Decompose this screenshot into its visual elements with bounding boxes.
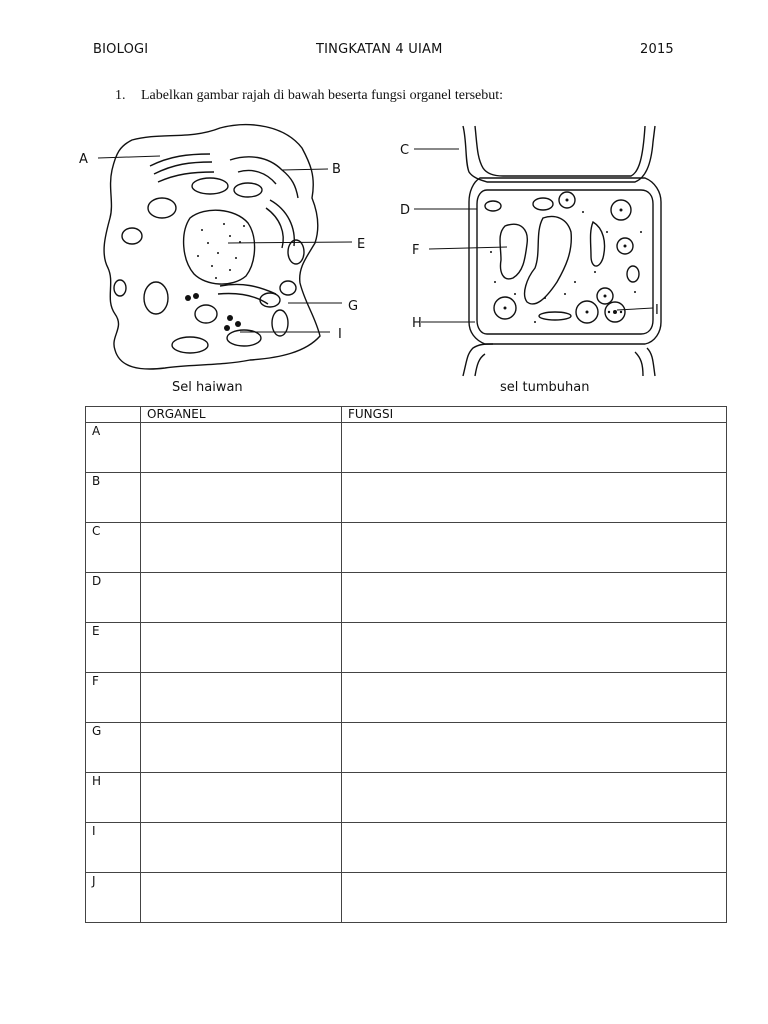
organel-answer-cell[interactable] [141, 823, 342, 873]
label-h: H [412, 316, 422, 331]
label-f: F [412, 243, 420, 258]
label-b: B [332, 162, 341, 177]
row-label: A [86, 423, 141, 473]
header-label-col [86, 407, 141, 423]
table-row [86, 823, 727, 873]
question-1 [115, 88, 503, 104]
table-row [86, 673, 727, 723]
fungsi-answer-cell[interactable] [342, 523, 727, 573]
fungsi-answer-cell[interactable] [342, 573, 727, 623]
fungsi-answer-cell[interactable] [342, 623, 727, 673]
row-label: F [86, 673, 141, 723]
row-label: C [86, 523, 141, 573]
table-row [86, 473, 727, 523]
nucleus-plant [500, 224, 527, 279]
organel-answer-cell[interactable] [141, 473, 342, 523]
table-header-row [86, 407, 727, 423]
header-year: 2015 [640, 42, 674, 57]
row-label: D [86, 573, 141, 623]
label-c: C [400, 143, 410, 158]
organel-answer-cell[interactable] [141, 573, 342, 623]
plant-cell-diagram [395, 122, 665, 380]
vacuole [525, 217, 572, 304]
organel-answer-cell[interactable] [141, 773, 342, 823]
row-label: G [86, 723, 141, 773]
header-organel: ORGANEL [141, 407, 342, 423]
question-text: Labelkan gambar rajah di bawah beserta fungsi organel tersebut: [141, 88, 504, 103]
fungsi-answer-cell[interactable] [342, 873, 727, 923]
row-label: J [86, 873, 141, 923]
header-subject: BIOLOGI [93, 42, 149, 57]
organel-answer-cell[interactable] [141, 623, 342, 673]
animal-cell-diagram [70, 118, 370, 383]
row-label: B [86, 473, 141, 523]
table-row [86, 573, 727, 623]
organel-answer-cell[interactable] [141, 423, 342, 473]
row-label: E [86, 623, 141, 673]
fungsi-answer-cell[interactable] [342, 423, 727, 473]
header-fungsi: FUNGSI [342, 407, 727, 423]
label-i: I [338, 327, 342, 342]
organelle-table [85, 406, 727, 923]
organel-answer-cell[interactable] [141, 523, 342, 573]
fungsi-answer-cell[interactable] [342, 723, 727, 773]
animal-cell-caption: Sel haiwan [172, 380, 243, 395]
nucleus [184, 210, 255, 284]
fungsi-answer-cell[interactable] [342, 823, 727, 873]
organel-answer-cell[interactable] [141, 673, 342, 723]
label-e: E [357, 237, 366, 252]
label-g: G [348, 299, 359, 314]
table-row [86, 773, 727, 823]
organel-answer-cell[interactable] [141, 723, 342, 773]
row-label: H [86, 773, 141, 823]
table-row [86, 723, 727, 773]
cell-wall-outer [463, 126, 655, 182]
fungsi-answer-cell[interactable] [342, 773, 727, 823]
plant-cell-caption: sel tumbuhan [500, 380, 590, 395]
fungsi-answer-cell[interactable] [342, 473, 727, 523]
table-row [86, 523, 727, 573]
table-row [86, 623, 727, 673]
fungsi-answer-cell[interactable] [342, 673, 727, 723]
row-label: I [86, 823, 141, 873]
label-a: A [79, 152, 88, 167]
question-number: 1. [115, 88, 126, 103]
header-form: TINGKATAN 4 UIAM [316, 42, 443, 57]
label-j: I [655, 303, 659, 318]
table-row [86, 423, 727, 473]
label-d: D [400, 203, 411, 218]
organel-answer-cell[interactable] [141, 873, 342, 923]
table-row [86, 873, 727, 923]
